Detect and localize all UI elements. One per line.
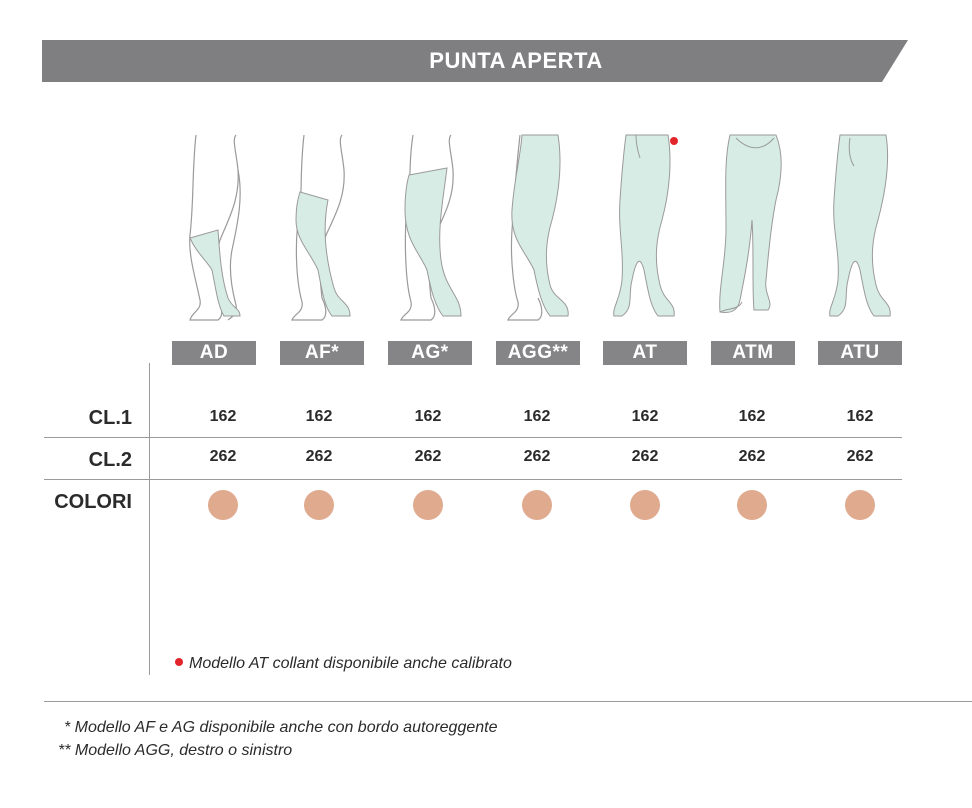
row-divider [44, 437, 902, 438]
thigh-high-stocking-icon [391, 130, 481, 325]
table-cell-cl1: 162 [305, 408, 333, 425]
row-label-cl1: CL.1 [88, 407, 132, 429]
at-note-text: Modello AT collant disponibile anche calibrato [189, 655, 512, 672]
row-divider [44, 479, 902, 480]
pantyhose-icon [606, 130, 696, 325]
table-cell-cl1: 162 [523, 408, 551, 425]
table-cell-cl1: 162 [738, 408, 766, 425]
color-swatch [630, 490, 660, 520]
model-label-agg: AGG** [496, 341, 580, 365]
header-banner [42, 40, 908, 82]
table-vertical-divider [149, 363, 150, 675]
table-cell-cl2: 262 [523, 448, 551, 465]
table-cell-cl1: 162 [846, 408, 874, 425]
color-swatch [208, 490, 238, 520]
maternity-pantyhose-icon [712, 130, 802, 325]
table-cell-cl2: 262 [631, 448, 659, 465]
color-swatch [845, 490, 875, 520]
men-pantyhose-icon [820, 130, 910, 325]
row-label-colori: COLORI [54, 491, 132, 513]
table-cell-cl2: 262 [738, 448, 766, 465]
at-note [175, 655, 512, 673]
color-swatch [304, 490, 334, 520]
footnote-2: ** Modello AGG, destro o sinistro [58, 742, 293, 759]
full-leg-stocking-icon [498, 130, 588, 325]
model-label-ag: AG* [388, 341, 472, 365]
color-swatch [413, 490, 443, 520]
table-cell-cl1: 162 [414, 408, 442, 425]
row-label-cl2: CL.2 [88, 449, 132, 471]
model-label-atu: ATU [818, 341, 902, 365]
table-cell-cl2: 262 [305, 448, 333, 465]
footer-divider [44, 701, 972, 702]
model-label-af: AF* [280, 341, 364, 365]
footnote-1: * Modello AF e AG disponibile anche con bordo autoreggente [64, 719, 498, 736]
table-cell-cl1: 162 [631, 408, 659, 425]
model-label-at: AT [603, 341, 687, 365]
knee-high-stocking-icon [178, 130, 268, 325]
calibrated-marker-dot [670, 137, 678, 145]
color-swatch [737, 490, 767, 520]
red-dot-icon [175, 658, 183, 666]
table-cell-cl2: 262 [414, 448, 442, 465]
mid-thigh-stocking-icon [282, 130, 372, 325]
model-label-ad: AD [172, 341, 256, 365]
table-cell-cl1: 162 [209, 408, 237, 425]
page-title: PUNTA APERTA [429, 48, 603, 73]
model-label-atm: ATM [711, 341, 795, 365]
color-swatch [522, 490, 552, 520]
table-cell-cl2: 262 [846, 448, 874, 465]
table-cell-cl2: 262 [209, 448, 237, 465]
stocking-figures [0, 130, 972, 325]
